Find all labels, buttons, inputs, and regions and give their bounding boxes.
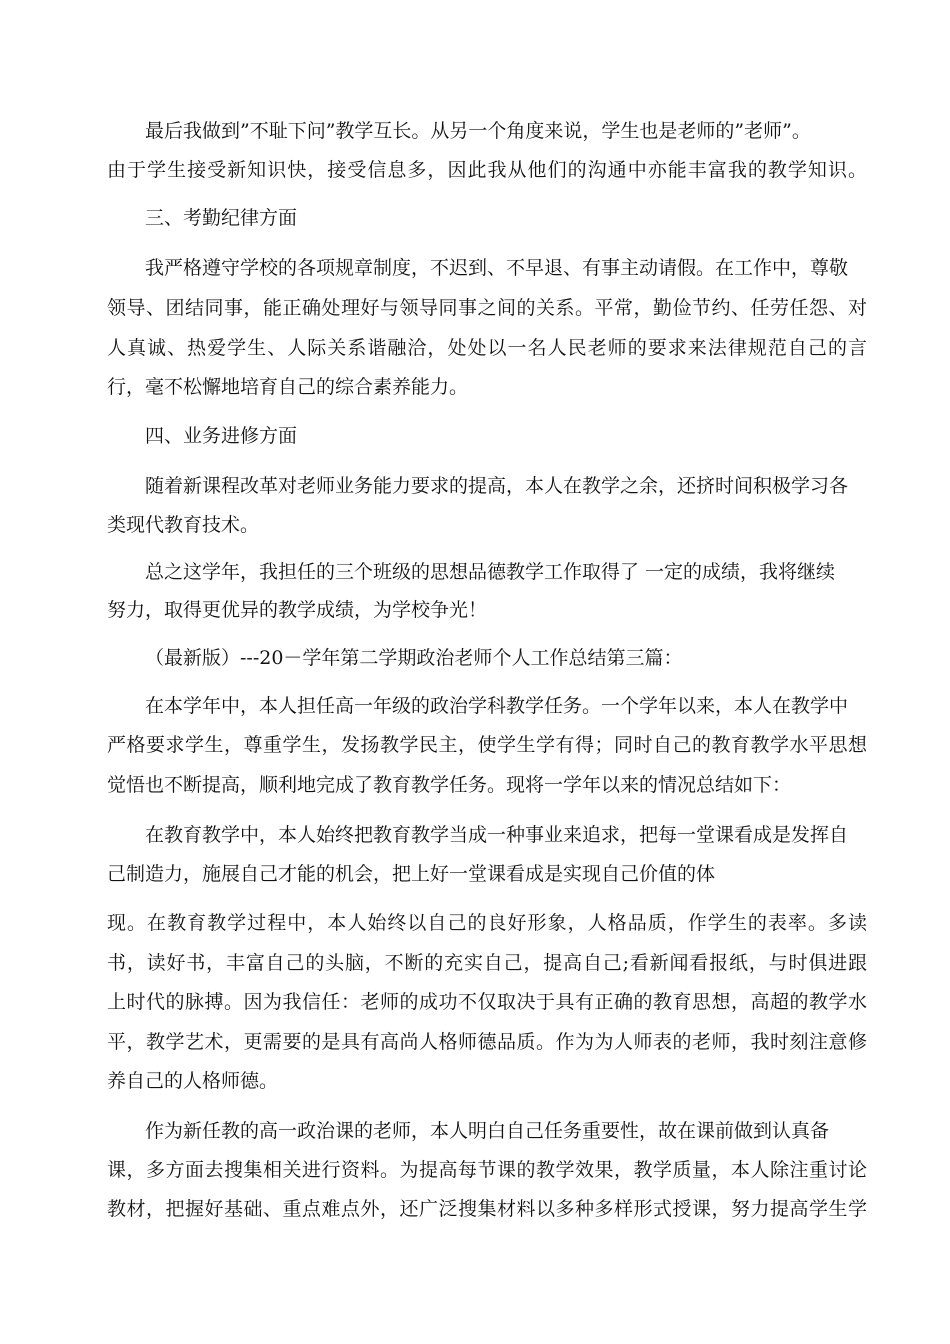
paragraph-line: 养自己的人格师德。	[107, 1070, 279, 1092]
paragraph-line: 在本学年中，本人担任高一年级的政治学科教学任务。一个学年以来，本人在教学中	[145, 695, 849, 717]
section-heading: 三、考勤纪律方面	[145, 207, 298, 229]
paragraph-line: 我严格遵守学校的各项规章制度，不迟到、不早退、有事主动请假。在工作中，尊敬	[145, 257, 849, 279]
paragraph-line: 类现代教育技术。	[107, 514, 260, 536]
paragraph-line: 严格要求学生，尊重学生，发扬教学民主，使学生学有得；同时自己的教育教学水平思想	[107, 734, 867, 756]
paragraph-line: 上时代的脉搏。因为我信任：老师的成功不仅取决于具有正确的教育思想，高超的教学水	[107, 991, 867, 1013]
paragraph-line: 书，读好书，丰富自己的头脑，不断的充实自己，提高自己;看新闻看报纸，与时俱进跟	[107, 952, 867, 974]
paragraph-line: 平，教学艺术，更需要的是具有高尚人格师德品质。作为为人师表的老师，我时刻注意修	[107, 1031, 867, 1053]
paragraph-line: 随着新课程改革对老师业务能力要求的提高，本人在教学之余，还挤时间积极学习各	[145, 475, 849, 497]
paragraph-line: 在教育教学中，本人始终把教育教学当成一种事业来追求，把每一堂课看成是发挥自	[145, 824, 849, 846]
paragraph-line: 课，多方面去搜集相关进行资料。为提高每节课的教学效果，教学质量，本人除注重讨论	[107, 1159, 867, 1181]
paragraph-line: 最后我做到”不耻下问”教学互长。从另一个角度来说，学生也是老师的”老师”。	[145, 120, 811, 142]
paragraph-line: 由于学生接受新知识快，接受信息多，因此我从他们的沟通中亦能丰富我的教学知识。	[107, 159, 867, 181]
article-heading: （最新版）---20－学年第二学期政治老师个人工作总结第三篇：	[145, 647, 683, 669]
paragraph-line: 己制造力，施展自己才能的机会，把上好一堂课看成是实现自己价值的体	[107, 863, 716, 885]
paragraph-line: 总之这学年，我担任的三个班级的思想品德教学工作取得了 一定的成绩，我将继续	[145, 561, 836, 583]
paragraph-line: 人真诚、热爱学生、人际关系谐融洽，处处以一名人民老师的要求来法律规范自己的言	[107, 337, 867, 359]
paragraph-line: 觉悟也不断提高，顺利地完成了教育教学任务。现将一学年以来的情况总结如下：	[107, 774, 792, 796]
paragraph-line: 努力，取得更优异的教学成绩，为学校争光！	[107, 599, 488, 621]
paragraph-line: 行，毫不松懈地培育自己的综合素养能力。	[107, 376, 469, 398]
paragraph-line: 作为新任教的高一政治课的老师，本人明白自己任务重要性，故在课前做到认真备	[145, 1120, 830, 1142]
paragraph-line: 现。在教育教学过程中，本人始终以自己的良好形象，人格品质，作学生的表率。多读	[107, 912, 867, 934]
section-heading: 四、业务进修方面	[145, 425, 298, 447]
paragraph-line: 领导、团结同事，能正确处理好与领导同事之间的关系。平常，勤俭节约、任劳任怨、对	[107, 297, 867, 319]
paragraph-line: 教材，把握好基础、重点难点外，还广泛搜集材料以多种多样形式授课，努力提高学生学	[107, 1198, 867, 1220]
